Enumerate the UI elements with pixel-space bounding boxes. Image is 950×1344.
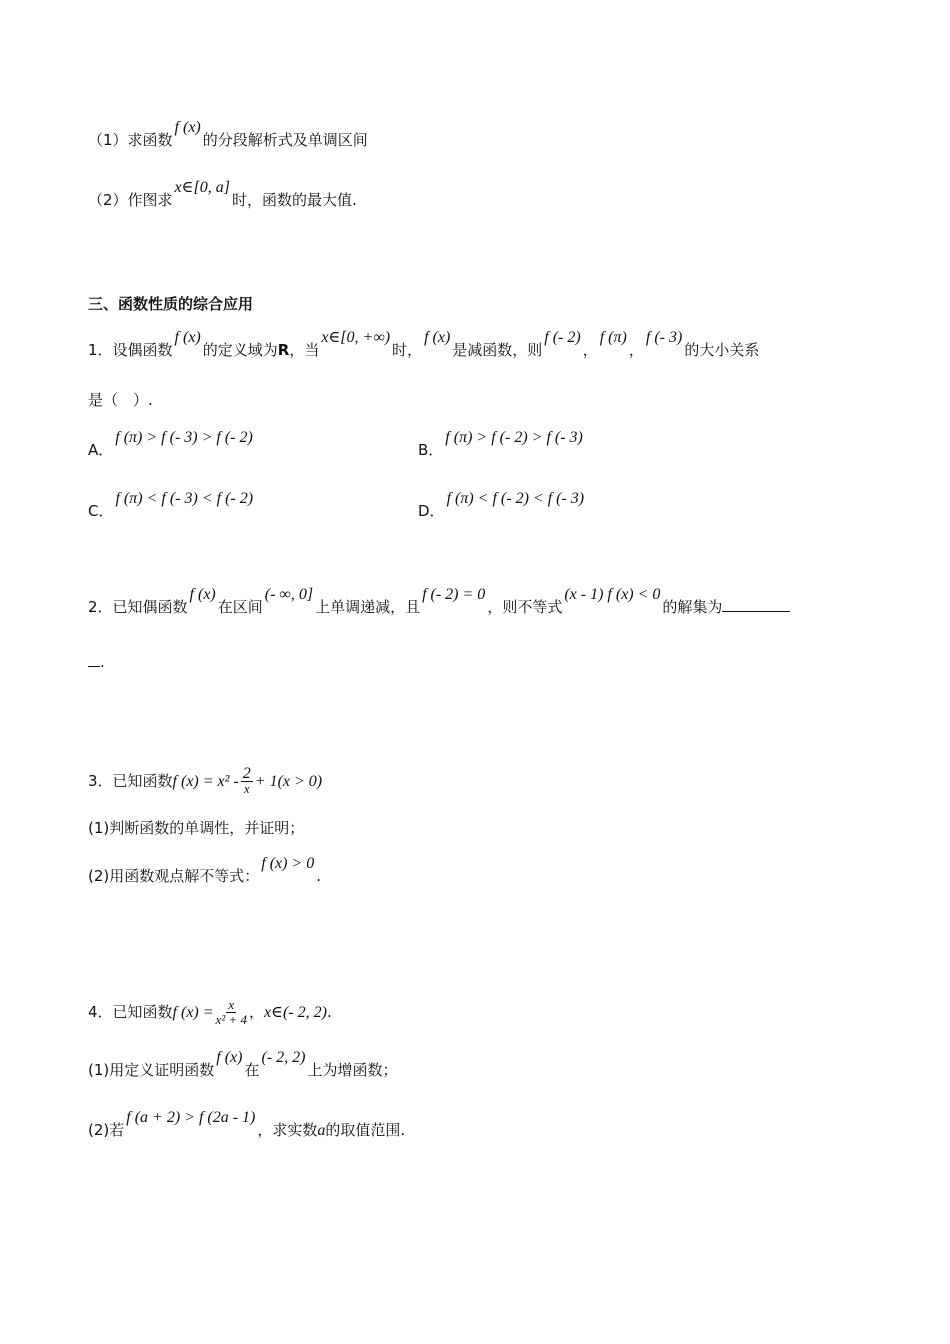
section-heading: 三、函数性质的综合应用 <box>88 295 254 313</box>
math-interval: x∈[0, a] <box>174 179 230 196</box>
answer-blank[interactable] <box>722 597 790 612</box>
fraction: $\frac{x}{\text{x² + 4}}$ <box>215 997 247 1027</box>
problem-4: 4．已知函数f (x) = $\frac{x}{\text{x² + 4}}$ ，x∈(- 2, 2). <box>88 997 332 1027</box>
fraction: $\frac{2}{x}$ <box>242 765 251 796</box>
part1-question-2: （2）作图求x∈[0, a]时，函数的最大值. <box>88 179 357 209</box>
problem-2: 2．已知偶函数f (x)在区间(- ∞, 0]上单调递减，且f (- 2) = 0，则不等式(x - 1) f (x) < 0的解集为 <box>88 597 790 618</box>
problem-4-sub-1: (1)用定义证明函数f (x)在(- 2, 2)上为增函数； <box>88 1049 398 1079</box>
problem-2-line-2: . <box>88 652 105 672</box>
problem-3-sub-2: (2)用函数观点解不等式：f (x) > 0. <box>88 855 322 885</box>
problem-1-line-2: 是（ ）. <box>88 391 153 409</box>
option-a[interactable]: A．f (π) > f (- 3) > f (- 2) <box>88 429 253 459</box>
option-b[interactable]: B．f (π) > f (- 2) > f (- 3) <box>418 429 583 459</box>
problem-3: 3．已知函数f (x) = x² - $\frac{2}{x}$ + 1(x > 0) <box>88 765 323 796</box>
problem-4-sub-2: (2)若f (a + 2) > f (2a - 1)，求实数a的取值范围. <box>88 1109 406 1139</box>
problem-3-sub-1: (1)判断函数的单调性，并证明； <box>88 819 305 837</box>
math-fx: f (x) <box>174 119 201 136</box>
option-d[interactable]: D．f (π) < f (- 2) < f (- 3) <box>418 490 585 520</box>
option-c[interactable]: C．f (π) < f (- 3) < f (- 2) <box>88 490 254 520</box>
part1-question-1: （1）求函数f (x)的分段解析式及单调区间 <box>88 119 368 149</box>
problem-1: 1．设偶函数f (x)的定义域为R，当x∈[0, +∞)时，f (x)是减函数，则f (- 2)，f (π)，f (- 3)的大小关系 <box>88 329 760 359</box>
answer-blank-cont <box>88 652 100 667</box>
